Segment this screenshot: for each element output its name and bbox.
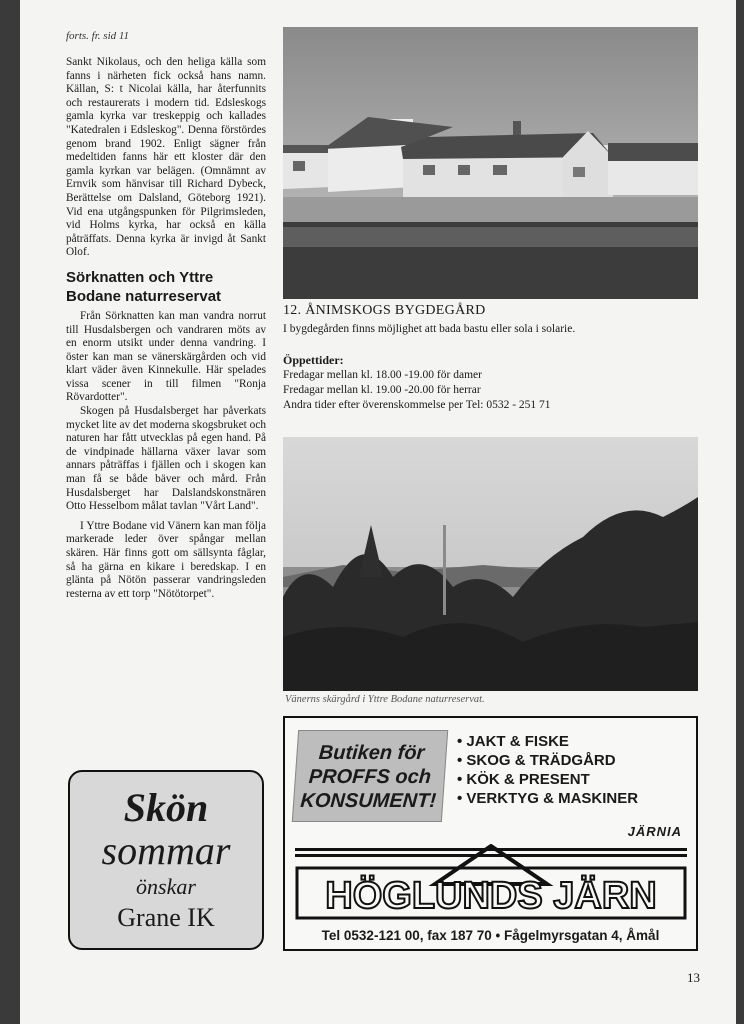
opening-hours-line: Fredagar mellan kl. 19.00 -20.00 för herrar [283,384,481,396]
greeting-line-4: Grane IK [117,903,215,932]
continued-note: forts. fr. sid 11 [66,30,130,42]
badge-line: KONSUMENT! [299,790,437,812]
ad-item: • VERKTYG & MASKINER [457,790,639,807]
left-column [66,30,266,601]
bygdegard-title: 12. ÅNIMSKOGS BYGDEGÅRD [283,303,486,318]
intro-paragraph: Sankt Nikolaus, och den heliga källa som fanns i närheten fick också hans namn. Källan, S: t Nicolai källa, har återfunnits och restaurerats i modern tid. Edsleskogs gamla kyrka var treskeppig och kallades "Katedralen i Edsleskog". Denna förstördes genom brand 1902. Enligt sägner från medeltiden fanns här ett kloster där den gamla kyrkan var belägen. (Omnämnt av Ernvik som hänvisar till Richard Dybeck, Berättelse om Dalsland, Göteborg 1921). Vid ena utgångspunken för Pilgrimsleden, vid Holms kyrka, har också en källa påträffats. Denna kyrka är invigd åt Sankt Olof. [66,56,266,259]
photo-caption: Vänerns skärgård i Yttre Bodane naturreservat. [285,694,485,705]
badge-line: PROFFS och [308,766,432,788]
badge-line: Butiken för [318,742,426,764]
greeting-line-2: sommar [101,828,231,873]
hoglunds-jarn-logo [295,844,687,922]
ad-item-list [457,732,638,808]
ad-footer: Tel 0532-121 00, fax 187 70 • Fågelmyrsgatan 4, Åmål [321,928,660,943]
section-title: Sörknatten och Yttre Bodane naturreservat [66,268,222,305]
ad-item: • JAKT & FISKE [457,733,569,750]
greeting-box [68,770,264,950]
paragraph-1: Från Sörknatten kan man vandra norrut till Husdalsbergen och vandraren möts av en enorm utsikt under denna vandring. I öster kan man se vänerskärgården och vid klart väder även Kinnekulle. Här spelades vissa scener in till filmen "Ronja Rövardotter". [66,309,266,404]
paragraph-3: I Yttre Bodane vid Vänern kan man följa markerade leder över spångar mellan skären. Här finns gott om sällsynta fåglar, så ha gärna en kikare i beredskap. I en glänta på Nötön passerar vandringsleden resterna av ett torp "Nötötorpet". [66,519,266,600]
brand-name: HÖGLUNDS JÄRN [325,875,657,917]
bygdegard-text: I bygdegården finns möjlighet att bada bastu eller sola i solarie. [283,323,576,335]
paragraph-2: Skogen på Husdalsberget har påverkats mycket lite av det moderna skogsbruket och naturen har fått utvecklas på egen hand. På de vindpinade hällarna växer lavar som annars påträffas i fjällen och i skogen kan man få se både bäver och mård. Från Husdalsberget har Dalslandskonstnären Otto Hesselbom målat tavlan "Vårt Land". [66,405,266,513]
ad-item: • SKOG & TRÄDGÅRD [457,752,616,769]
advertisement [283,716,698,951]
opening-hours-heading: Öppettider: [283,353,344,367]
page-number: 13 [687,970,700,985]
opening-hours-line: Fredagar mellan kl. 18.00 -19.00 för damer [283,369,482,381]
photo-bygdegard [283,27,698,299]
opening-hours-line: Andra tider efter överenskommelse per Tel: 0532 - 251 71 [283,399,551,411]
greeting-line-3: önskar [136,874,196,899]
ad-badge [292,730,448,822]
ad-item: • KÖK & PRESENT [457,771,590,788]
photo-archipelago [283,437,698,691]
greeting-line-1: Skön [123,785,209,830]
jarnia-logo: JÄRNIA [627,824,682,839]
